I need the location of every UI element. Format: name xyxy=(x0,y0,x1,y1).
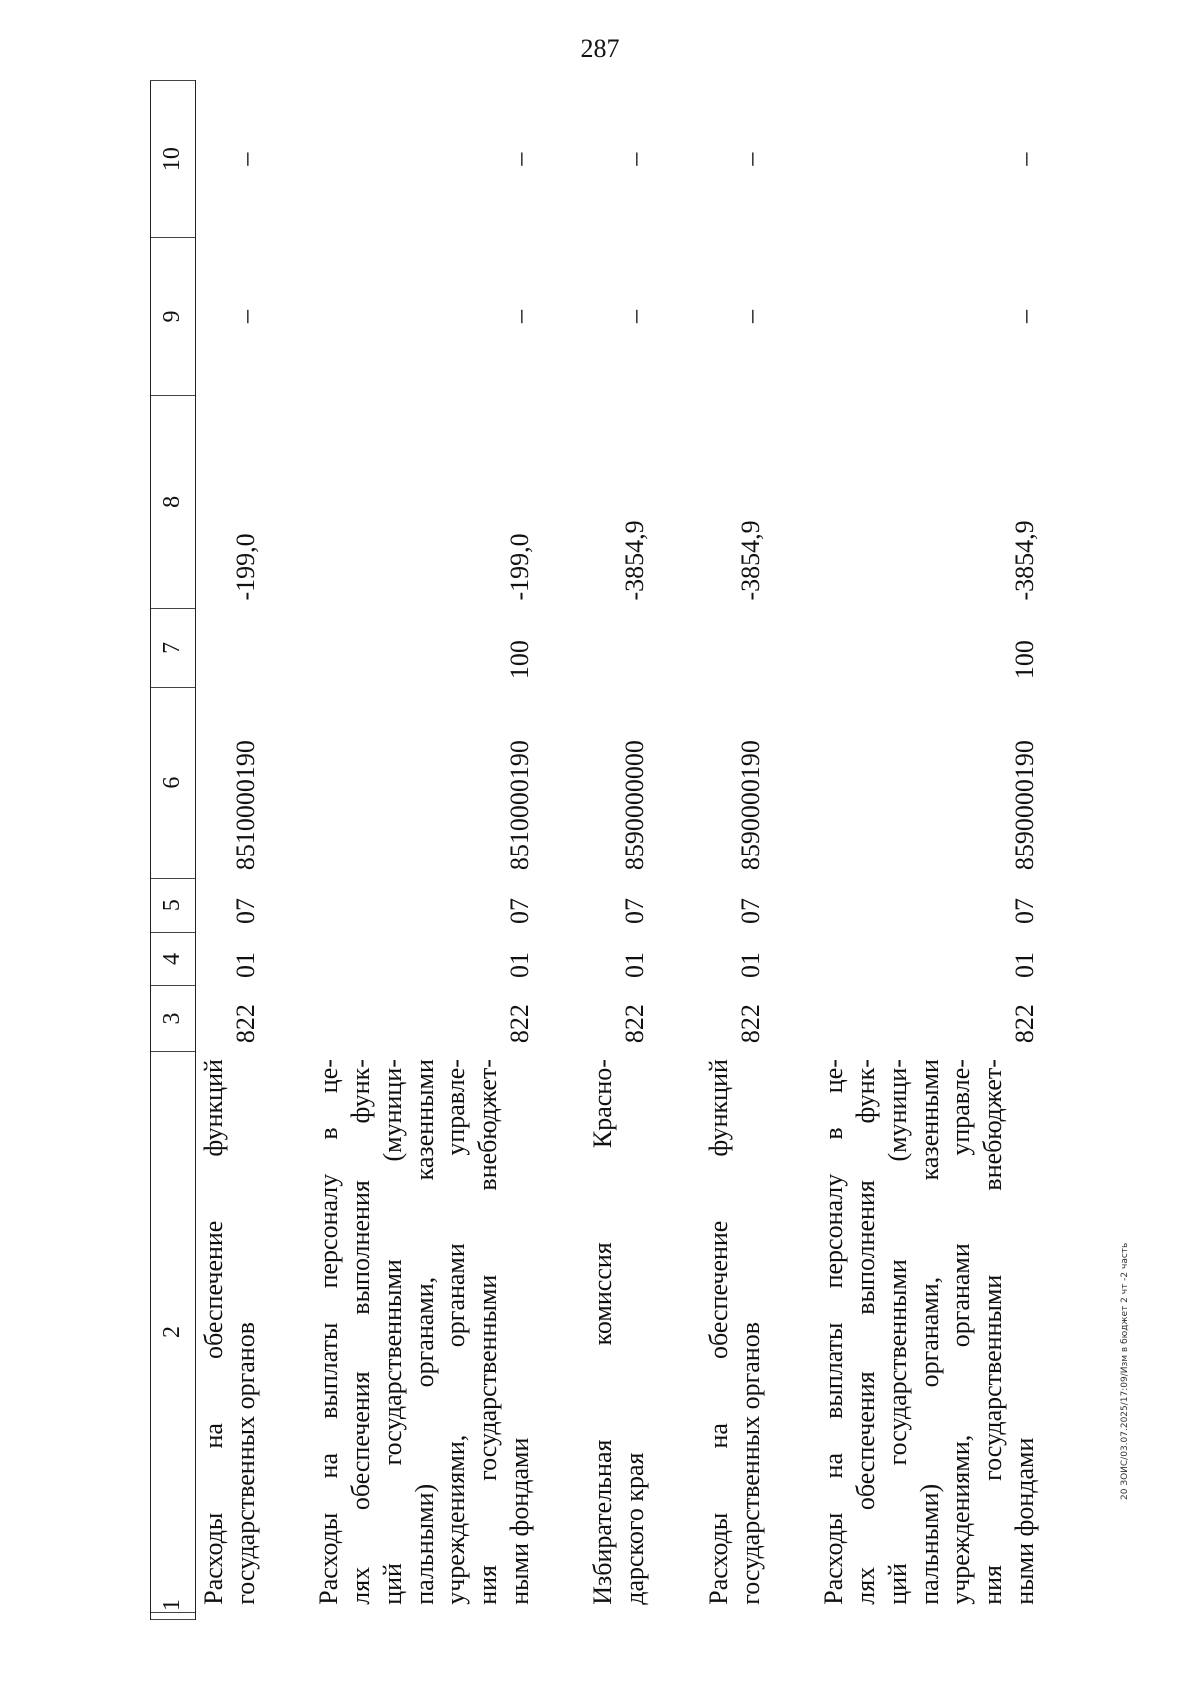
header-col-9: 9 xyxy=(151,238,196,395)
row-pr: 07 xyxy=(1009,898,1039,925)
row-name-line: ными фондами xyxy=(1009,1437,1039,1605)
row-col9: – xyxy=(620,309,650,323)
row-vr xyxy=(196,609,264,688)
row-name-line: учреждениями, органами управле- xyxy=(946,1059,976,1605)
spacer-cell xyxy=(196,1613,264,1620)
header-col-2: 2 xyxy=(151,1051,196,1613)
row-rz: 01 xyxy=(1009,951,1039,978)
row-col10: – xyxy=(230,152,260,166)
row-grbs: 822 xyxy=(504,1004,534,1044)
row-name-line: ными фондами xyxy=(504,1437,534,1605)
header-col-8: 8 xyxy=(151,395,196,608)
row-spacer xyxy=(263,81,311,1620)
table-row xyxy=(196,81,264,1620)
row-csr: 8590000000 xyxy=(620,740,650,871)
row-name-line: Избирательная комиссия Красно- xyxy=(588,1059,618,1605)
row-grbs: 822 xyxy=(230,1004,260,1044)
row-name-line: дарского края xyxy=(620,1452,650,1605)
row-name-line: ния государственными внебюджет- xyxy=(473,1059,503,1605)
table-row xyxy=(311,81,537,1620)
spacer-cell xyxy=(585,1613,652,1620)
row-col9: – xyxy=(735,309,765,323)
row-name xyxy=(196,1051,264,1613)
header-col-3: 3 xyxy=(151,986,196,1051)
table-row xyxy=(816,81,1042,1620)
row-name-line: государственных органов xyxy=(230,1322,260,1605)
row-pr: 07 xyxy=(504,898,534,925)
header-col-1: 1 xyxy=(151,1613,196,1620)
row-spacer xyxy=(768,81,816,1620)
row-vr: 100 xyxy=(504,640,534,680)
row-col10: – xyxy=(735,152,765,166)
row-grbs: 822 xyxy=(620,1004,650,1044)
row-name-line: Расходы на выплаты персоналу в це- xyxy=(314,1059,344,1605)
row-rz: 01 xyxy=(735,951,765,978)
row-name xyxy=(701,1051,768,1613)
row-rz: 01 xyxy=(504,951,534,978)
table-row xyxy=(701,81,768,1620)
footer-note: 20 ЗОИС/03.07.2025/17:09/Изм в бюджет 2 чт -2 часть xyxy=(1120,1242,1130,1500)
row-col10: – xyxy=(620,152,650,166)
header-col-4: 4 xyxy=(151,932,196,986)
row-name-line: пальными) органами, казенными xyxy=(914,1059,944,1605)
row-name-line: лях обеспечения выполнения функ- xyxy=(346,1059,376,1605)
row-name-line: Расходы на обеспечение функций xyxy=(703,1059,733,1605)
table-row xyxy=(585,81,652,1620)
row-grbs: 822 xyxy=(735,1004,765,1044)
row-pr: 07 xyxy=(620,898,650,925)
row-name xyxy=(816,1051,1042,1613)
row-name-line: ций государственными (муници- xyxy=(377,1059,407,1605)
row-amount: -3854,9 xyxy=(1009,520,1039,601)
row-spacer xyxy=(537,81,585,1620)
spacer-cell xyxy=(701,1613,768,1620)
header-col-6: 6 xyxy=(151,687,196,878)
row-name-line: пальными) органами, казенными xyxy=(409,1059,439,1605)
row-name-line: учреждениями, органами управле- xyxy=(441,1059,471,1605)
budget-table xyxy=(150,80,1042,1620)
row-name-line: государственных органов xyxy=(735,1322,765,1605)
row-name-line: Расходы на обеспечение функций xyxy=(199,1059,228,1605)
row-rz: 01 xyxy=(620,951,650,978)
row-name-line: лях обеспечения выполнения функ- xyxy=(851,1059,881,1605)
row-vr: 100 xyxy=(1009,640,1039,680)
row-rz: 01 xyxy=(230,951,260,978)
page-number: 287 xyxy=(580,34,620,63)
row-name-line: ций государственными (муници- xyxy=(882,1059,912,1605)
row-spacer xyxy=(653,81,701,1620)
row-amount: -199,0 xyxy=(504,533,534,601)
row-name xyxy=(585,1051,652,1613)
row-amount: -199,0 xyxy=(230,533,260,601)
row-pr: 07 xyxy=(230,898,260,925)
spacer-cell xyxy=(816,1613,1042,1620)
row-pr: 07 xyxy=(735,898,765,925)
row-amount: -3854,9 xyxy=(735,520,765,601)
row-csr: 8590000190 xyxy=(1009,740,1039,871)
spacer-cell xyxy=(311,1613,537,1620)
table-header-row xyxy=(151,81,196,1620)
row-vr xyxy=(701,609,768,688)
row-col9: – xyxy=(1009,309,1039,323)
row-vr xyxy=(585,609,652,688)
row-col10: – xyxy=(1009,152,1039,166)
header-col-7: 7 xyxy=(151,609,196,688)
row-csr: 8510000190 xyxy=(230,740,260,871)
row-name-line: Расходы на выплаты персоналу в це- xyxy=(819,1059,849,1605)
header-col-10: 10 xyxy=(151,81,196,238)
row-grbs: 822 xyxy=(1009,1004,1039,1044)
row-amount: -3854,9 xyxy=(620,520,650,601)
row-csr: 8590000190 xyxy=(735,740,765,871)
row-csr: 8510000190 xyxy=(504,740,534,871)
row-name xyxy=(311,1051,537,1613)
row-col9: – xyxy=(504,309,534,323)
rotated-table-container xyxy=(150,60,1050,1620)
row-col10: – xyxy=(504,152,534,166)
row-name-line: ния государственными внебюджет- xyxy=(977,1059,1007,1605)
row-col9: – xyxy=(230,309,260,323)
header-col-5: 5 xyxy=(151,878,196,932)
